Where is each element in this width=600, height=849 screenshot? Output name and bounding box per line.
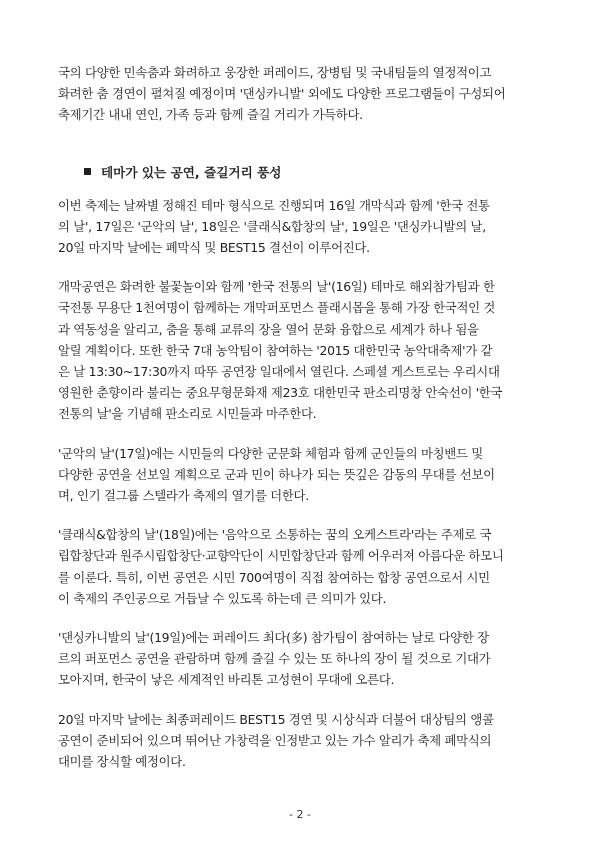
section-heading	[58, 162, 542, 181]
text-line: 20일 마지막 날에는 폐막식 및 BEST15 결선이 이루어진다.	[58, 240, 370, 256]
text-line: 영원한 춘향이라 불리는 중요무형문화재 제23호 대한민국 판소리명창 안숙선이 '한국	[58, 385, 503, 401]
text-line: 개막공연은 화려한 불꽃놀이와 함께 '한국 전통의 날'(16일) 테마로 해외참가팀과 한	[58, 279, 495, 295]
text-line: 립합창단과 원주시립합창단·교향악단이 시민합창단과 함께 어우러져 아름다운 하모니	[58, 548, 504, 564]
document-body	[58, 62, 542, 772]
text-line: '댄싱카니발의 날'(19일)에는 퍼레이드 최다(多) 참가팀이 참여하는 날로 다양한 장	[58, 630, 489, 646]
text-line: 이 축제의 주인공으로 거듭날 수 있도록 하는데 큰 의미가 있다.	[58, 590, 387, 606]
text-line: 이번 축제는 날짜별 정해진 테마 형식으로 진행되며 16일 개막식과 함께 '한국 전통	[58, 197, 490, 213]
text-line: 공연이 준비되어 있으며 뛰어난 가창력을 인정받고 있는 가수 알리가 축제 폐막식의	[58, 732, 492, 748]
page-number: - 2 -	[289, 808, 311, 821]
text-line: 국전통 무용단 1천여명이 함께하는 개막퍼포먼스 플래시몹을 통해 가장 한국적인 것	[58, 300, 496, 316]
text-line: 의 날', 17일은 '군악의 날', 18일은 '클래식&합창의 날', 19일은 '댄싱카니발의 날,	[58, 218, 486, 234]
paragraph-closing	[58, 709, 542, 773]
paragraph-classic	[58, 524, 542, 609]
text-line: '군악의 날'(17일)에는 시민들의 다양한 군문화 체험과 함께 군인들의 마칭밴드 및	[58, 445, 483, 461]
text-line: 다양한 공연을 선보일 계획으로 군과 민이 하나가 되는 뜻깊은 감동의 무대를 선보이	[58, 466, 495, 482]
text-line: 은 날 13:30~17:30까지 따뚜 공연장 일대에서 열린다. 스페셜 게스트로는 우리시대	[58, 364, 500, 380]
square-bullet-icon	[84, 168, 91, 175]
text-line: 전통의 날'을 기념해 판소리로 시민들과 마주한다.	[58, 406, 317, 422]
paragraph-dancing	[58, 627, 542, 691]
text-line: 며, 인기 걸그룹 스텔라가 축제의 열기를 더한다.	[58, 488, 309, 504]
paragraph-opening	[58, 276, 542, 424]
text-line: 20일 마지막 날에는 최종퍼레이드 BEST15 경연 및 시상식과 더불어 대상팀의 앵콜	[58, 711, 494, 727]
text-line: 국의 다양한 민속춤과 화려하고 웅장한 퍼레이드, 장병팀 및 국내팀들의 열정적이고	[58, 65, 492, 80]
text-line: 화려한 춤 경연이 펼쳐질 예정이며 '댄싱카니발' 외에도 다양한 프로그램들이 구성되어	[58, 86, 506, 102]
text-line: 를 이룬다. 특히, 이번 공연은 시민 700여명이 직접 참여하는 합창 공연으로서 시민	[58, 569, 490, 585]
text-line: 모아지며, 한국이 낳은 세계적인 바리톤 고성현이 무대에 오른다.	[58, 672, 395, 688]
paragraph-schedule	[58, 195, 542, 259]
text-line: 대미를 장식할 예정이다.	[58, 754, 186, 770]
text-line: 르의 퍼포먼스 공연을 관람하며 함께 즐길 수 있는 또 하나의 장이 될 것으로 기대가	[58, 651, 491, 667]
paragraph-military	[58, 443, 542, 507]
text-line: 과 역동성을 알리고, 춤을 통해 교류의 장을 열어 문화 융합으로 세계가 하나 됨을	[58, 321, 479, 337]
intro-paragraph	[58, 62, 542, 126]
section-title: 테마가 있는 공연, 즐길거리 풍성	[101, 164, 282, 180]
text-line: 축제기간 내내 연인, 가족 등과 함께 즐길 거리가 가득하다.	[58, 107, 363, 123]
text-line: 알릴 계획이다. 또한 한국 7대 농악팀이 참여하는 '2015 대한민국 농악대축제'가 같	[58, 342, 493, 358]
text-line: '클래식&합창의 날'(18일)에는 '음악으로 소통하는 꿈의 오케스트라'라는 주제로 국	[58, 527, 492, 543]
